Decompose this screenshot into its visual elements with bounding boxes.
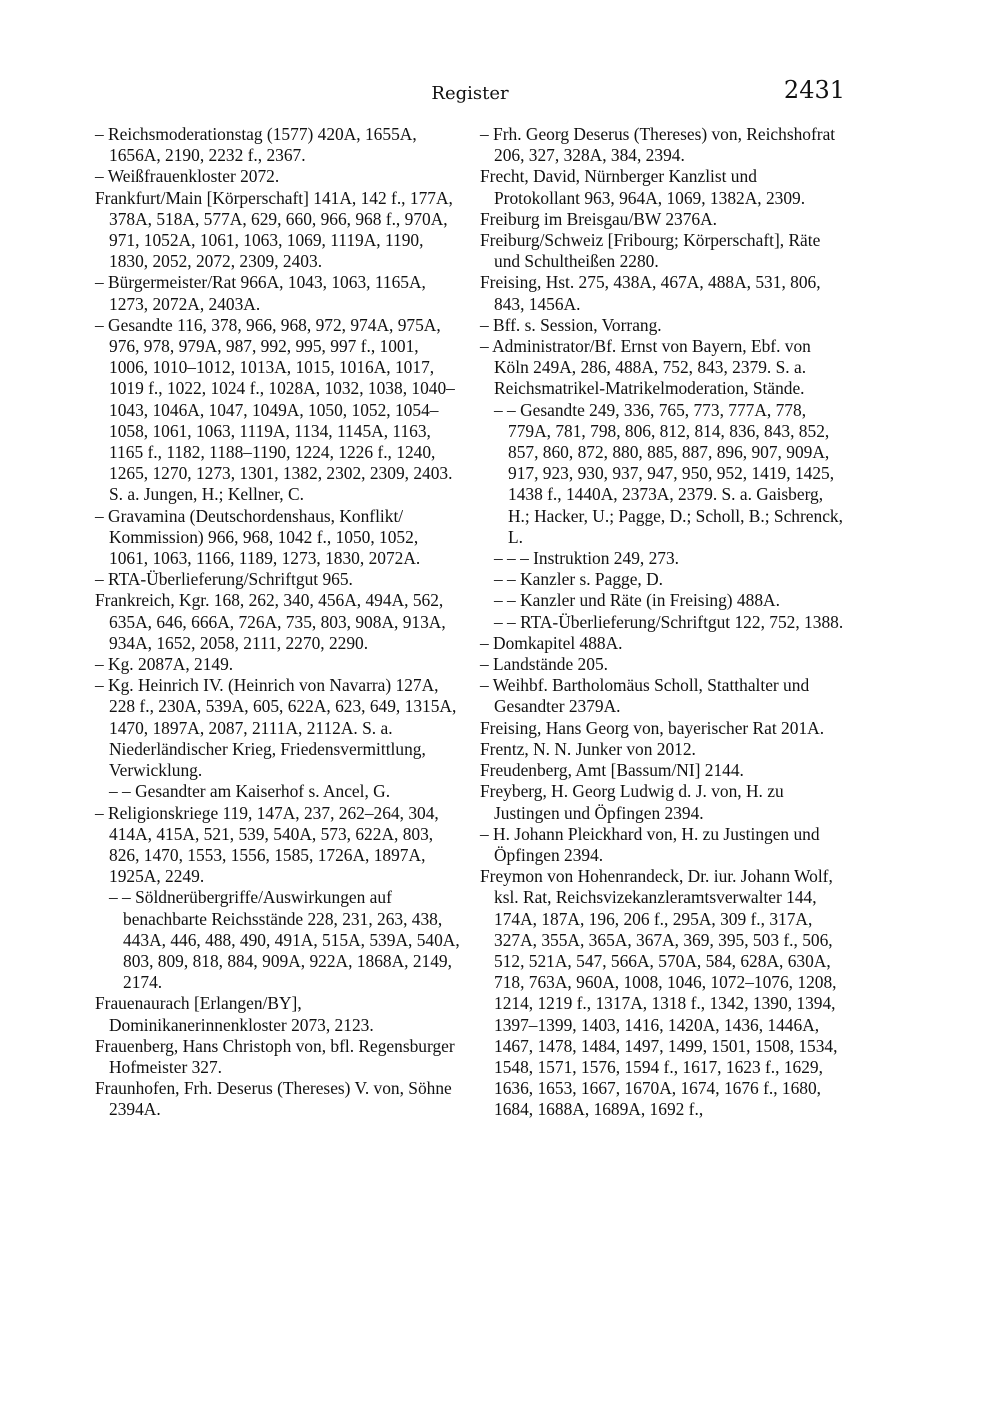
index-entry: – – RTA-Überlieferung/Schriftgut 122, 752, 1388.: [494, 611, 844, 632]
index-entry: Freising, Hst. 275, 438A, 467A, 488A, 531, 806, 843, 1456A.: [480, 272, 821, 314]
index-entry: Frauenaurach [Erlangen/BY], Dominikanerinnenkloster 2073, 2123.: [95, 993, 374, 1035]
index-entry: – Administrator/Bf. Ernst von Bayern, Ebf. von Köln 249A, 286, 488A, 752, 843, 2379. S. a. Reichsmatrikel-Matrikelmoderation, Stände.: [480, 336, 811, 399]
index-entry: – H. Johann Pleickhard von, H. zu Justingen und Öpfingen 2394.: [480, 823, 820, 865]
index-entry: – Religionskriege 119, 147A, 237, 262–264, 304, 414A, 415A, 521, 539, 540A, 573, 622A, 803, 826, 1470, 1553, 1556, 1585, 1726A, 1897A, 1925A, 2249.: [95, 802, 439, 887]
page-header: [95, 76, 845, 110]
page-number: 2431: [783, 76, 845, 104]
index-entry: Freising, Hans Georg von, bayerischer Rat 201A.: [480, 717, 825, 738]
index-entry: Freymon von Hohenrandeck, Dr. iur. Johann Wolf, ksl. Rat, Reichsvizekanzleramtsverwalter 144, 174A, 187A, 196, 206 f., 295A, 309 f., 317A, 327A, 355A, 365A, 367A, 369, 395, 503 f., 506, 512, 521A, 547, 566A, 570A, 584, 628A, 630A, 718, 763A, 960A, 1008, 1046, 1072–1076, 1208, 1214, 1219 f., 1317A, 1318 f., 1342, 1390, 1394, 1397–1399, 1403, 1416, 1420A, 1436, 1446A, 1467, 1478, 1484, 1497, 1499, 1501, 1508, 1534, 1548, 1571, 1576, 1594 f., 1617, 1623 f., 1629, 1636, 1653, 1667, 1670A, 1674, 1676 f., 1680, 1684, 1688A, 1689A, 1692 f.,: [480, 866, 838, 1120]
index-entry: – – – Instruktion 249, 273.: [494, 548, 680, 569]
index-entry: – Gesandte 116, 378, 966, 968, 972, 974A, 975A, 976, 978, 979A, 987, 992, 995, 997 f., 1001, 1006, 1010–1012, 1013A, 1015, 1016A, 1017, 1019 f., 1022, 1024 f., 1028A, 1032, 1038, 1040–1043, 1046A, 1047, 1049A, 1050, 1052, 1054–1058, 1061, 1063, 1119A, 1134, 1145A, 1163, 1165 f., 1182, 1188–1190, 1224, 1226 f., 1240, 1265, 1270, 1273, 1301, 1382, 2302, 2309, 2403. S. a. Jungen, H.; Kellner, C.: [95, 314, 455, 505]
index-entry: – Kg. Heinrich IV. (Heinrich von Navarra) 127A, 228 f., 230A, 539A, 605, 622A, 623, 649, 1315A, 1470, 1897A, 2087, 2111A, 2112A. S. a. Niederländischer Krieg, Friedensvermittlung, Verwicklung.: [95, 675, 457, 781]
running-title: Register: [431, 83, 509, 104]
index-entry: – Reichsmoderationstag (1577) 420A, 1655A, 1656A, 2190, 2232 f., 2367.: [95, 124, 417, 166]
index-entry: – Domkapitel 488A.: [480, 632, 623, 653]
index-entry: – Weißfrauenkloster 2072.: [95, 166, 280, 187]
index-entry: Fraunhofen, Frh. Deserus (Thereses) V. von, Söhne 2394A.: [95, 1078, 452, 1120]
index-entry: – Weihbf. Bartholomäus Scholl, Statthalter und Gesandter 2379A.: [480, 675, 810, 717]
index-entry: Freudenberg, Amt [Bassum/NI] 2144.: [480, 760, 744, 781]
index-entry: – RTA-Überlieferung/Schriftgut 965.: [95, 569, 353, 590]
index-column-right: [480, 124, 845, 1121]
index-entry: – Landstände 205.: [480, 654, 608, 675]
index-entry: Frauenberg, Hans Christoph von, bfl. Regensburger Hofmeister 327.: [95, 1035, 455, 1077]
index-entry: Frankfurt/Main [Körperschaft] 141A, 142 f., 177A, 378A, 518A, 577A, 629, 660, 966, 968 f., 970A, 971, 1052A, 1061, 1063, 1069, 1119A, 1190, 1830, 2052, 2072, 2309, 2403.: [95, 187, 453, 272]
index-entry: – Gravamina (Deutschordenshaus, Konflikt/ Kommission) 966, 968, 1042 f., 1050, 1052, 1061, 1063, 1166, 1189, 1273, 1830, 2072A.: [95, 505, 421, 569]
index-entry: – Kg. 2087A, 2149.: [95, 654, 234, 675]
index-column-left: [95, 124, 460, 1121]
index-entry: Frentz, N. N. Junker von 2012.: [480, 738, 696, 759]
index-entry: Freiburg im Breisgau/BW 2376A.: [480, 208, 718, 229]
index-entry: – Frh. Georg Deserus (Thereses) von, Reichshofrat 206, 327, 328A, 384, 2394.: [480, 124, 836, 166]
index-entry: – – Söldnerübergriffe/Auswirkungen auf benachbarte Reichsstände 228, 231, 263, 438, 443A, 446, 488, 490, 491A, 515A, 539A, 540A, 803, 809, 818, 884, 909A, 922A, 1868A, 2149, 2174.: [109, 887, 460, 993]
index-entry: – Bff. s. Session, Vorrang.: [480, 314, 662, 335]
index-entry: – Bürgermeister/Rat 966A, 1043, 1063, 1165A, 1273, 2072A, 2403A.: [95, 272, 426, 314]
index-entry: Freiburg/Schweiz [Fribourg; Körperschaft], Räte und Schultheißen 2280.: [480, 230, 821, 272]
index-entry: Freyberg, H. Georg Ludwig d. J. von, H. zu Justingen und Öpfingen 2394.: [480, 781, 784, 823]
index-entry: Frecht, David, Nürnberger Kanzlist und Protokollant 963, 964A, 1069, 1382A, 2309.: [480, 166, 806, 208]
index-entry: – – Kanzler s. Pagge, D.: [494, 569, 664, 590]
index-entry: – – Gesandter am Kaiserhof s. Ancel, G.: [109, 781, 391, 802]
index-entry: – – Kanzler und Räte (in Freising) 488A.: [494, 590, 780, 611]
index-entry: Frankreich, Kgr. 168, 262, 340, 456A, 494A, 562, 635A, 646, 666A, 726A, 735, 803, 908A, 913A, 934A, 1652, 2058, 2111, 2270, 2290.: [95, 590, 446, 653]
index-entry: – – Gesandte 249, 336, 765, 773, 777A, 778, 779A, 781, 798, 806, 812, 814, 836, 843, 852, 857, 860, 872, 880, 885, 887, 896, 907, 909A, 917, 923, 930, 937, 947, 950, 952, 1419, 1425, 1438 f., 1440A, 2373A, 2379. S. a. Gaisberg, H.; Hacker, U.; Pagge, D.; Scholl, B.; Schrenck, L.: [494, 399, 843, 547]
